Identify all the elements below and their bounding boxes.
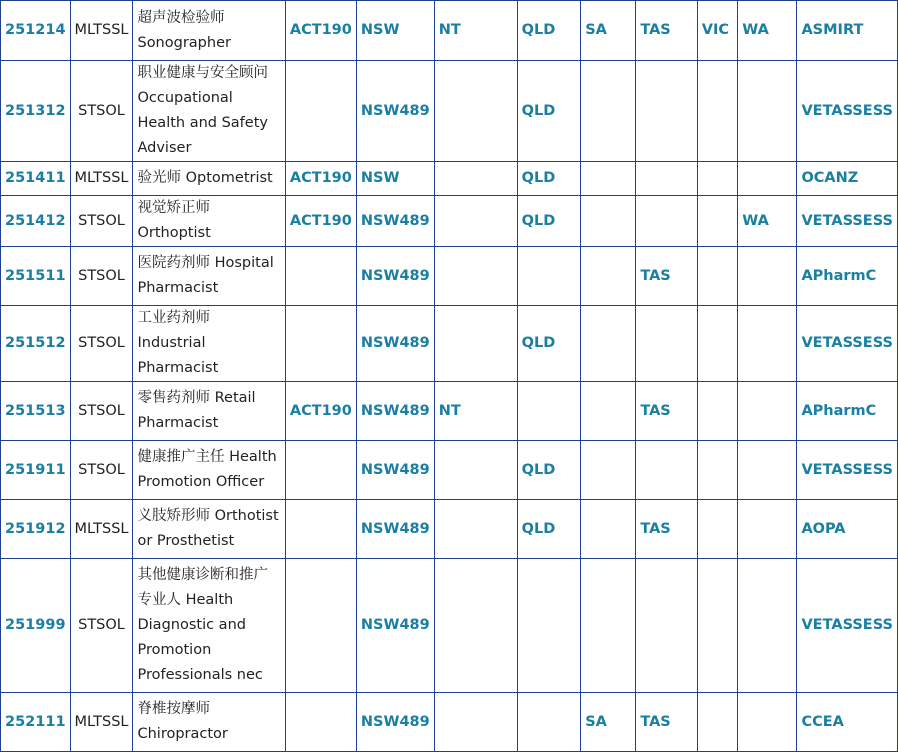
cell-state-wa (738, 559, 797, 693)
table-row (1, 247, 898, 306)
cell-occupation-name: 义肢矫形师 Orthotist or Prosthetist (133, 500, 285, 559)
cell-state-act: ACT190 (285, 382, 356, 441)
cell-state-sa (581, 441, 636, 500)
cell-state-wa (738, 247, 797, 306)
cell-state-wa (738, 500, 797, 559)
cell-skill-list: STSOL (70, 559, 133, 693)
cell-occupation-name: 视觉矫正师 Orthoptist (133, 196, 285, 247)
cell-state-nsw: NSW489 (356, 500, 434, 559)
cell-state-qld: QLD (517, 500, 581, 559)
cell-state-act (285, 61, 356, 162)
cell-state-nt (434, 196, 517, 247)
cell-state-tas (636, 196, 697, 247)
cell-state-act (285, 559, 356, 693)
cell-state-vic: VIC (697, 1, 738, 61)
cell-state-act: ACT190 (285, 196, 356, 247)
cell-state-tas: TAS (636, 693, 697, 752)
cell-state-nsw: NSW489 (356, 382, 434, 441)
cell-state-wa (738, 61, 797, 162)
table-row (1, 196, 898, 247)
cell-state-tas: TAS (636, 1, 697, 61)
cell-state-tas (636, 61, 697, 162)
cell-assessing-authority: VETASSESS (797, 441, 898, 500)
cell-state-nt (434, 693, 517, 752)
cell-state-vic (697, 382, 738, 441)
cell-occupation-code: 251511 (1, 247, 71, 306)
cell-occupation-name: 医院药剂师 Hospital Pharmacist (133, 247, 285, 306)
cell-state-wa: WA (738, 196, 797, 247)
cell-state-tas: TAS (636, 247, 697, 306)
table-row (1, 162, 898, 196)
cell-skill-list: MLTSSL (70, 1, 133, 61)
cell-state-act (285, 500, 356, 559)
cell-occupation-name: 工业药剂师 Industrial Pharmacist (133, 306, 285, 382)
table-row (1, 382, 898, 441)
cell-state-qld: QLD (517, 1, 581, 61)
cell-assessing-authority: CCEA (797, 693, 898, 752)
cell-state-vic (697, 693, 738, 752)
table-row (1, 61, 898, 162)
table-row (1, 693, 898, 752)
cell-state-wa (738, 162, 797, 196)
cell-state-act: ACT190 (285, 1, 356, 61)
cell-state-qld (517, 693, 581, 752)
table-row (1, 559, 898, 693)
cell-state-tas: TAS (636, 500, 697, 559)
cell-state-sa (581, 382, 636, 441)
cell-occupation-code: 251911 (1, 441, 71, 500)
cell-state-nsw: NSW (356, 162, 434, 196)
cell-state-vic (697, 61, 738, 162)
cell-state-sa (581, 61, 636, 162)
cell-assessing-authority: AOPA (797, 500, 898, 559)
cell-occupation-code: 251513 (1, 382, 71, 441)
cell-state-qld (517, 247, 581, 306)
cell-state-sa: SA (581, 693, 636, 752)
cell-assessing-authority: APharmC (797, 247, 898, 306)
cell-state-wa (738, 693, 797, 752)
cell-assessing-authority: VETASSESS (797, 61, 898, 162)
cell-state-qld: QLD (517, 162, 581, 196)
table-row (1, 306, 898, 382)
cell-state-tas (636, 306, 697, 382)
cell-state-qld: QLD (517, 61, 581, 162)
cell-assessing-authority: VETASSESS (797, 306, 898, 382)
cell-state-tas (636, 559, 697, 693)
cell-state-sa: SA (581, 1, 636, 61)
cell-assessing-authority: ASMIRT (797, 1, 898, 61)
cell-skill-list: STSOL (70, 61, 133, 162)
cell-occupation-code: 251912 (1, 500, 71, 559)
cell-assessing-authority: VETASSESS (797, 196, 898, 247)
cell-state-vic (697, 441, 738, 500)
cell-state-vic (697, 162, 738, 196)
cell-occupation-name: 脊椎按摩师 Chiropractor (133, 693, 285, 752)
table-row (1, 500, 898, 559)
cell-occupation-name: 零售药剂师 Retail Pharmacist (133, 382, 285, 441)
cell-state-nt (434, 61, 517, 162)
cell-state-wa: WA (738, 1, 797, 61)
cell-state-act (285, 441, 356, 500)
cell-state-tas: TAS (636, 382, 697, 441)
cell-skill-list: MLTSSL (70, 693, 133, 752)
cell-state-wa (738, 382, 797, 441)
cell-state-sa (581, 247, 636, 306)
cell-occupation-code: 251512 (1, 306, 71, 382)
cell-occupation-code: 251412 (1, 196, 71, 247)
cell-state-sa (581, 196, 636, 247)
cell-occupation-code: 251999 (1, 559, 71, 693)
cell-state-nt (434, 441, 517, 500)
cell-assessing-authority: APharmC (797, 382, 898, 441)
cell-state-wa (738, 306, 797, 382)
cell-state-tas (636, 162, 697, 196)
cell-state-vic (697, 196, 738, 247)
cell-state-nsw: NSW489 (356, 306, 434, 382)
cell-state-qld (517, 559, 581, 693)
cell-state-act (285, 247, 356, 306)
cell-state-sa (581, 162, 636, 196)
cell-occupation-name: 健康推广主任 Health Promotion Officer (133, 441, 285, 500)
cell-state-nsw: NSW489 (356, 247, 434, 306)
cell-state-act (285, 306, 356, 382)
cell-occupation-code: 251214 (1, 1, 71, 61)
cell-state-vic (697, 500, 738, 559)
cell-skill-list: MLTSSL (70, 500, 133, 559)
cell-skill-list: STSOL (70, 441, 133, 500)
cell-state-nsw: NSW (356, 1, 434, 61)
cell-state-nt (434, 500, 517, 559)
cell-state-qld: QLD (517, 441, 581, 500)
cell-skill-list: STSOL (70, 247, 133, 306)
cell-occupation-code: 252111 (1, 693, 71, 752)
cell-state-qld: QLD (517, 196, 581, 247)
cell-state-wa (738, 441, 797, 500)
cell-skill-list: STSOL (70, 306, 133, 382)
cell-state-nsw: NSW489 (356, 559, 434, 693)
cell-state-act: ACT190 (285, 162, 356, 196)
cell-state-tas (636, 441, 697, 500)
cell-state-nsw: NSW489 (356, 441, 434, 500)
cell-state-sa (581, 559, 636, 693)
cell-state-nt: NT (434, 382, 517, 441)
cell-skill-list: STSOL (70, 196, 133, 247)
cell-skill-list: MLTSSL (70, 162, 133, 196)
cell-state-vic (697, 306, 738, 382)
cell-state-nt: NT (434, 1, 517, 61)
cell-state-nsw: NSW489 (356, 693, 434, 752)
cell-occupation-name: 其他健康诊断和推广专业人 Health Diagnostic and Promotion Professionals nec (133, 559, 285, 693)
cell-state-nt (434, 306, 517, 382)
cell-assessing-authority: OCANZ (797, 162, 898, 196)
cell-state-vic (697, 247, 738, 306)
cell-state-vic (697, 559, 738, 693)
cell-occupation-code: 251312 (1, 61, 71, 162)
cell-state-nsw: NSW489 (356, 61, 434, 162)
cell-state-act (285, 693, 356, 752)
cell-state-sa (581, 500, 636, 559)
cell-occupation-name: 职业健康与安全顾问 Occupational Health and Safety Adviser (133, 61, 285, 162)
cell-state-sa (581, 306, 636, 382)
cell-state-nt (434, 247, 517, 306)
table-row (1, 441, 898, 500)
cell-state-nt (434, 559, 517, 693)
cell-state-nt (434, 162, 517, 196)
cell-state-nsw: NSW489 (356, 196, 434, 247)
cell-occupation-name: 验光师 Optometrist (133, 162, 285, 196)
cell-skill-list: STSOL (70, 382, 133, 441)
table-body (1, 1, 898, 752)
cell-occupation-code: 251411 (1, 162, 71, 196)
cell-occupation-name: 超声波检验师 Sonographer (133, 1, 285, 61)
cell-state-qld (517, 382, 581, 441)
table-row (1, 1, 898, 61)
cell-state-qld: QLD (517, 306, 581, 382)
cell-assessing-authority: VETASSESS (797, 559, 898, 693)
